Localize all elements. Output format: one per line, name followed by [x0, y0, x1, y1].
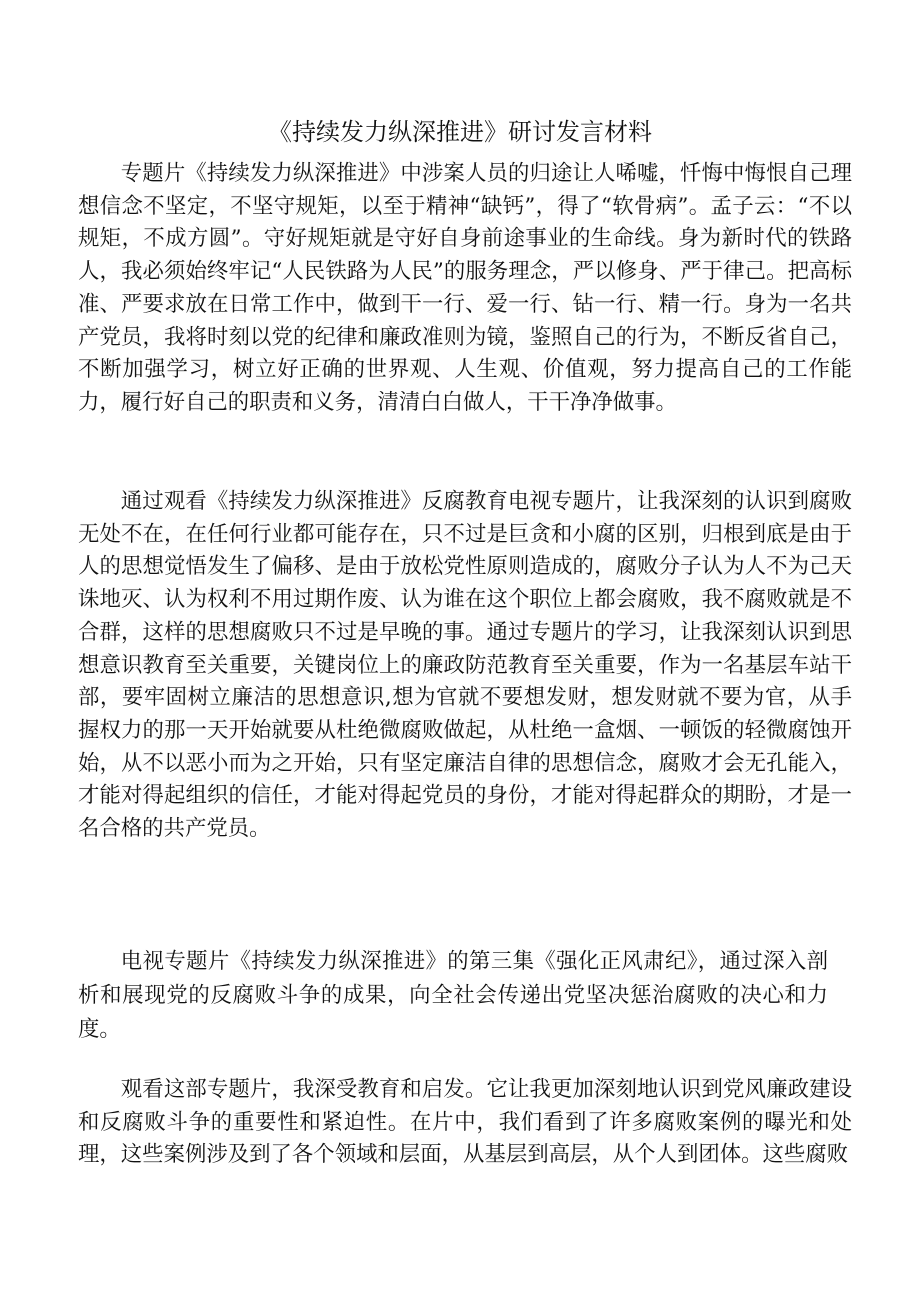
paragraph-3: 电视专题片《持续发力纵深推进》的第三集《强化正风肃纪》，通过深入剖析和展现党的反腐败斗争的成果，向全社会传递出党坚决惩治腐败的决心和力度。	[78, 949, 828, 1042]
paragraph-2: 通过观看《持续发力纵深推进》反腐教育电视专题片，让我深刻的认识到腐败无处不在，在任何行业都可能存在，只不过是巨贪和小腐的区别，归根到底是由于人的思想觉悟发生了偏移、是由于放松党性原则造成的，腐败分子认为人不为己天诛地灭、认为权利不用过期作废、认为谁在这个职位上都会腐败，我不腐败就是不合群，这样的思想腐败只不过是早晚的事。通过专题片的学习，让我深刻认识到思想意识教育至关重要，关键岗位上的廉政防范教育至关重要，作为一名基层车站干部，要牢固树立廉洁的思想意识,想为官就不要想发财，想发财就不要为官，从手握权力的那一天开始就要从杜绝微腐败做起，从杜绝一盒烟、一顿饭的轻微腐蚀开始，从不以恶小而为之开始，只有坚定廉洁自律的思想信念，腐败才会无孔能入，才能对得起组织的信任，才能对得起党员的身份，才能对得起群众的期盼，才是一名合格的共产党员。	[78, 489, 852, 842]
paragraph-1: 专题片《持续发力纵深推进》中涉案人员的归途让人唏嘘，忏悔中悔恨自己理想信念不坚定，不坚守规矩，以至于精神“缺钙”，得了“软骨病”。孟子云：“不以规矩，不成方圆”。守好规矩就是守好自身前途事业的生命线。身为新时代的铁路人，我必须始终牢记“人民铁路为人民”的服务理念，严以修身、严于律己。把高标准、严要求放在日常工作中，做到干一行、爱一行、钻一行、精一行。身为一名共产党员，我将时刻以党的纪律和廉政准则为镜，鉴照自己的行为，不断反省自己，不断加强学习，树立好正确的世界观、人生观、价值观，努力提高自己的工作能力，履行好自己的职责和义务，清清白白做人，干干净净做事。	[78, 161, 852, 415]
document-title: 《持续发力纵深推进》研讨发言材料	[268, 118, 652, 146]
paragraph-4: 观看这部专题片，我深受教育和启发。它让我更加深刻地认识到党风廉政建设和反腐败斗争的重要性和紧迫性。在片中，我们看到了许多腐败案例的曝光和处理，这些案例涉及到了各个领域和层面，从基层到高层，从个人到团体。这些腐败	[78, 1077, 852, 1168]
